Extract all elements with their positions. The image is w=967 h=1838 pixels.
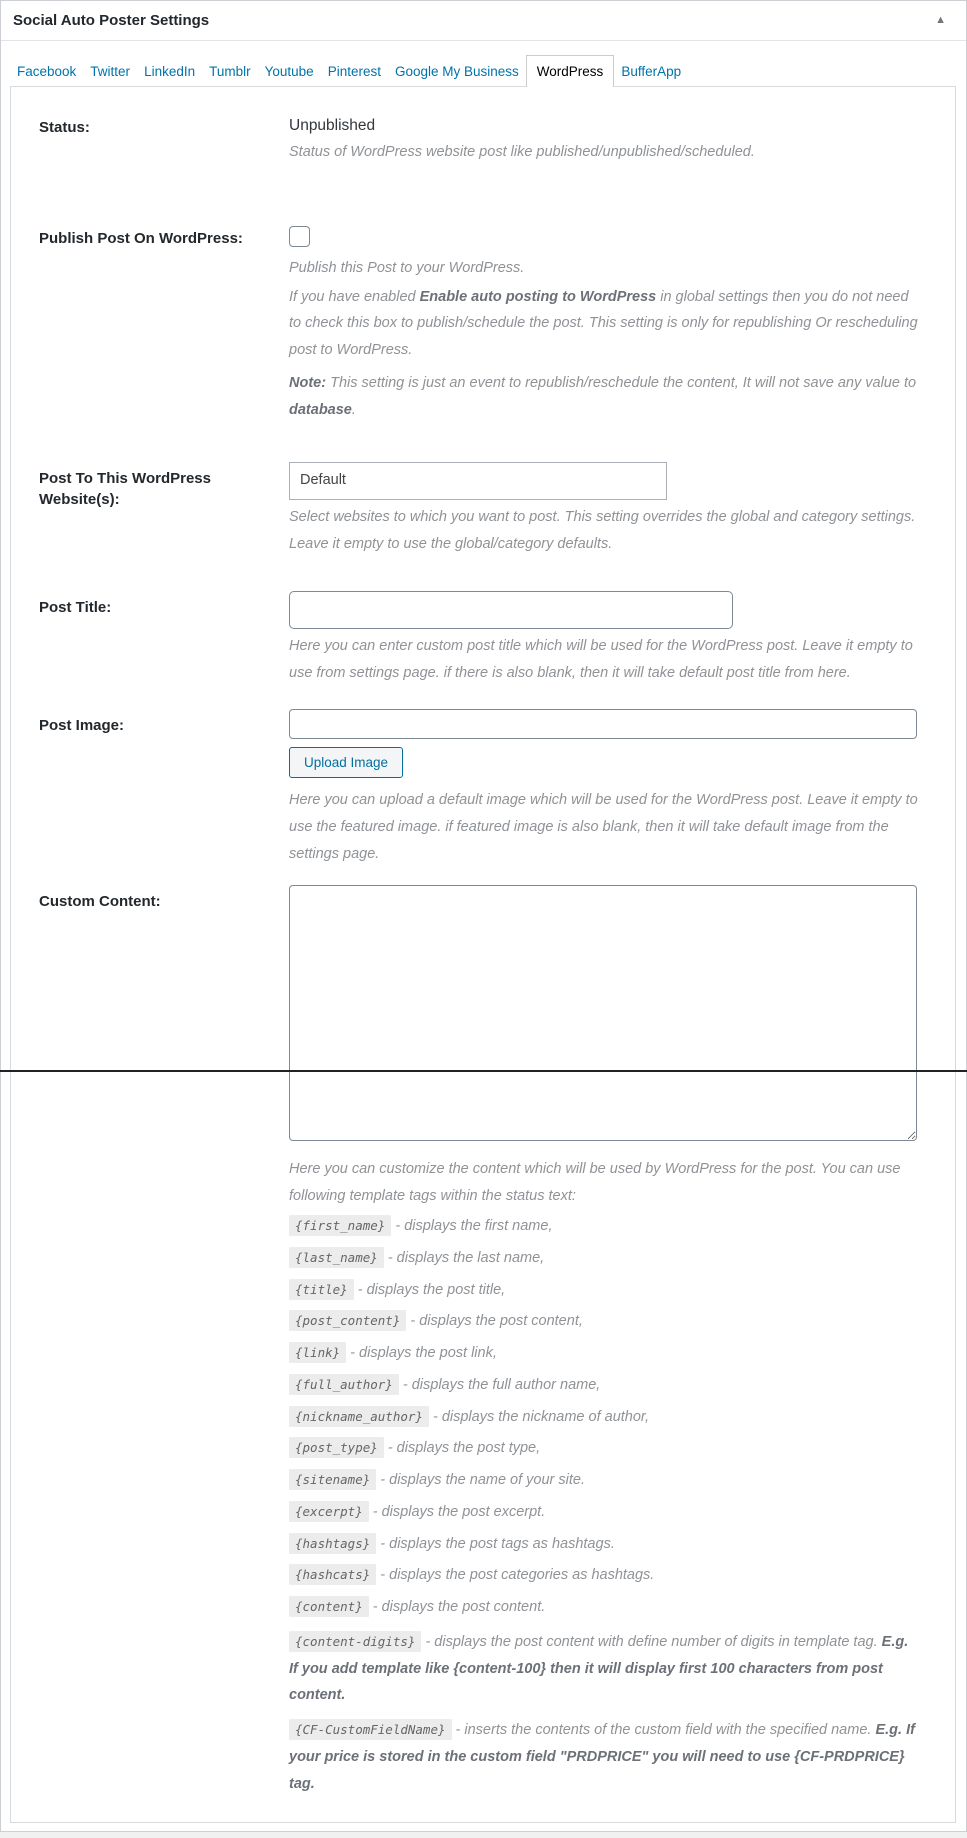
template-tag: {hashtags} — [289, 1533, 376, 1554]
template-tag: {link} — [289, 1342, 346, 1363]
custom-content-label: Custom Content: — [39, 893, 161, 911]
template-tag-row: {full_author} - displays the full author name, — [289, 1375, 919, 1397]
template-tag-row: {link} - displays the post link, — [289, 1343, 919, 1365]
template-tag-custom-field: {CF-CustomFieldName} - inserts the contents of the custom field with the specified name. E.g. If your price is stored in the custom field "PRDPRICE" you will need to use {CF-PRDPRICE} tag. — [289, 1717, 919, 1797]
tab-pinterest[interactable]: Pinterest — [327, 64, 381, 79]
template-tag: {full_author} — [289, 1374, 399, 1395]
custom-content-textarea[interactable] — [289, 885, 917, 1141]
post-image-label: Post Image: — [39, 716, 125, 734]
template-tag: {hashcats} — [289, 1564, 376, 1585]
collapse-toggle-icon[interactable]: ▲ — [927, 15, 954, 26]
template-tag: {CF-CustomFieldName} — [289, 1719, 452, 1740]
template-tag: {post_content} — [289, 1310, 406, 1331]
post-title-label: Post Title: — [39, 599, 112, 617]
tab-tumblr[interactable]: Tumblr — [209, 64, 251, 79]
template-tag-row: {first_name} - displays the first name, — [289, 1216, 919, 1238]
template-tag-row: {post_type} - displays the post type, — [289, 1438, 919, 1460]
publish-description-line1: Publish this Post to your WordPress. — [289, 259, 525, 276]
template-tag: {content} — [289, 1596, 369, 1617]
websites-label: Post To This WordPress Website(s): — [39, 469, 211, 509]
upload-image-button[interactable]: Upload Image — [289, 747, 403, 778]
post-title-input[interactable] — [289, 591, 733, 629]
publish-checkbox[interactable] — [289, 226, 310, 247]
template-tag: {nickname_author} — [289, 1406, 429, 1427]
template-tags-help — [289, 1156, 919, 1797]
websites-description: Select websites to which you want to post. This setting overrides the global and category settings. Leave it empty to use the global/category defaults. — [289, 508, 916, 552]
tab-google-my-business[interactable]: Google My Business — [394, 64, 519, 79]
post-title-row — [11, 591, 955, 687]
tab-twitter[interactable]: Twitter — [90, 64, 131, 79]
status-description: Status of WordPress website post like published/unpublished/scheduled. — [289, 144, 755, 160]
template-tags-intro: Here you can customize the content which will be used by WordPress for the post. You can use following template tags within the status text: — [289, 1161, 901, 1205]
template-tag-row: {sitename} - displays the name of your site. — [289, 1470, 919, 1492]
template-tag: {first_name} — [289, 1215, 391, 1236]
template-tag-row: {hashcats} - displays the post categories as hashtags. — [289, 1565, 919, 1587]
post-image-input[interactable] — [289, 709, 917, 739]
websites-select[interactable]: Default — [289, 462, 667, 500]
postbox-header — [1, 1, 966, 41]
post-image-row — [11, 709, 955, 867]
tab-linkedin[interactable]: LinkedIn — [144, 64, 196, 79]
template-tag: {post_type} — [289, 1437, 384, 1458]
tab-wordpress[interactable]: WordPress — [526, 55, 615, 87]
template-tag-row: {excerpt} - displays the post excerpt. — [289, 1502, 919, 1524]
template-tag-row: {content} - displays the post content. — [289, 1597, 919, 1619]
template-tag: {content-digits} — [289, 1631, 421, 1652]
settings-tabs — [10, 55, 956, 86]
publish-label: Publish Post On WordPress: — [39, 229, 243, 247]
publish-description-para2: If you have enabled Enable auto posting to WordPress in global settings then you do not need to check this box to publish/schedule the post. This setting is only for republishing Or rescheduling post to WordPress. — [289, 288, 918, 359]
template-tag: {last_name} — [289, 1247, 384, 1268]
wordpress-tab-panel — [10, 86, 956, 1823]
template-tag-row: {hashtags} - displays the post tags as hashtags. — [289, 1534, 919, 1556]
websites-row — [11, 462, 955, 558]
template-tag-row: {last_name} - displays the last name, — [289, 1248, 919, 1270]
status-row — [11, 111, 955, 166]
page-title: Social Auto Poster Settings — [13, 12, 210, 29]
screenshot-seam-line — [0, 1070, 967, 1072]
tab-bufferapp[interactable]: BufferApp — [621, 64, 682, 79]
template-tag: {title} — [289, 1279, 354, 1300]
tab-youtube[interactable]: Youtube — [264, 64, 314, 79]
custom-content-row — [11, 885, 955, 1805]
template-tag-row: {nickname_author} - displays the nickname of author, — [289, 1407, 919, 1429]
template-tag-row: {post_content} - displays the post content, — [289, 1311, 919, 1333]
status-label: Status: — [39, 119, 90, 136]
publish-description-note: Note: This setting is just an event to republish/reschedule the content, It will not save any value to database. — [289, 375, 917, 418]
template-tag: {excerpt} — [289, 1501, 369, 1522]
template-tag: {sitename} — [289, 1469, 376, 1490]
tab-facebook[interactable]: Facebook — [17, 64, 77, 79]
post-title-description: Here you can enter custom post title which will be used for the WordPress post. Leave it empty to use from settings page. if there is also blank, then it will take default post title from here. — [289, 638, 913, 682]
template-tag-content-digits: {content-digits} - displays the post content with define number of digits in template tag. E.g. If you add template like {content-100} then it will display first 100 characters from post content. — [289, 1629, 919, 1709]
post-image-description: Here you can upload a default image which will be used for the WordPress post. Leave it empty to use the featured image. if featured image is also blank, then it will take default image from the settings page. — [289, 791, 918, 862]
publish-row — [11, 222, 955, 424]
status-value: Unpublished — [289, 117, 376, 134]
template-tag-row: {title} - displays the post title, — [289, 1280, 919, 1302]
